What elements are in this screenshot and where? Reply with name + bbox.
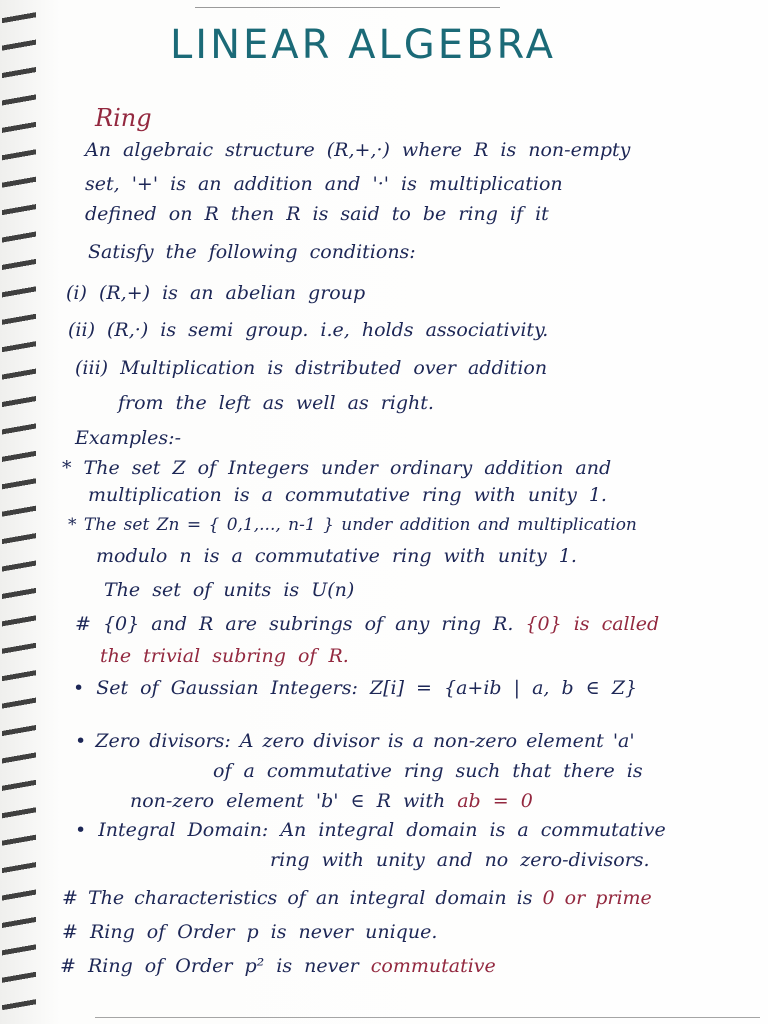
text-line — [88, 483, 607, 507]
line-text: * The set Zn = { 0,1,..., n-1 } under addition and multiplication — [68, 515, 637, 535]
spiral-binding — [2, 8, 36, 1012]
text-line — [85, 172, 563, 196]
text-line — [85, 138, 630, 162]
text-line — [213, 759, 643, 783]
text-line — [100, 644, 349, 668]
note-item — [60, 954, 496, 978]
line-text: Examples:- — [75, 427, 181, 449]
line-text: • Zero divisors: A zero divisor is a non-zero element 'a' — [75, 730, 635, 752]
text-line — [88, 240, 416, 264]
line-text: # Ring of Order p is never unique. — [62, 921, 438, 943]
line-text: The set of units is U(n) — [104, 579, 355, 601]
highlighted-text: ab = 0 — [457, 790, 533, 812]
line-text: of a commutative ring such that there is — [213, 760, 643, 782]
note-item — [62, 886, 652, 910]
line-text: • Set of Gaussian Integers: Z[i] = {a+ib | a, b ∈ Z} — [73, 677, 638, 699]
text-line — [96, 544, 577, 568]
line-text: non-zero element 'b' ∈ R with — [130, 790, 458, 812]
note-item — [62, 920, 437, 944]
note-item — [75, 612, 659, 636]
section-heading: Ring — [95, 104, 152, 132]
line-text: (ii) (R,·) is semi group. i.e, holds associativity. — [68, 319, 549, 341]
line-text: • Integral Domain: An integral domain is a commutative — [75, 819, 666, 841]
text-line — [104, 578, 354, 602]
line-text: An algebraic structure (R,+,·) where R is non-empty — [85, 139, 631, 161]
highlighted-text: the trivial subring of R. — [100, 645, 349, 667]
top-rule-line — [195, 7, 500, 8]
text-line — [85, 202, 549, 226]
condition-item — [68, 318, 548, 342]
text-line — [130, 789, 533, 813]
examples-heading — [75, 426, 181, 450]
line-text: defined on R then R is said to be ring if it — [85, 203, 549, 225]
line-text: from the left as well as right. — [118, 392, 434, 414]
bullet-item — [75, 729, 635, 753]
line-text: set, '+' is an addition and '·' is multiplication — [85, 173, 563, 195]
line-text: (i) (R,+) is an abelian group — [66, 282, 366, 304]
line-text: * The set Z of Integers under ordinary addition and — [62, 457, 612, 479]
text-line — [270, 848, 650, 872]
condition-item — [66, 281, 365, 305]
condition-item — [75, 356, 547, 380]
bullet-item — [73, 676, 637, 700]
line-text: modulo n is a commutative ring with unity 1. — [96, 545, 577, 567]
line-text: Satisfy the following conditions: — [88, 241, 416, 263]
line-text: ring with unity and no zero-divisors. — [270, 849, 650, 871]
bullet-item — [75, 818, 666, 842]
line-text: # Ring of Order p² is never — [60, 955, 371, 977]
example-item — [62, 456, 611, 480]
line-text: # {0} and R are subrings of any ring R. — [75, 613, 526, 635]
line-text: multiplication is a commutative ring with unity 1. — [88, 484, 607, 506]
highlighted-text: 0 or prime — [542, 887, 652, 909]
text-line — [118, 391, 434, 415]
page-title: LINEAR ALGEBRA — [170, 22, 557, 68]
highlighted-text: {0} is called — [525, 613, 660, 635]
bottom-rule-line — [95, 1017, 760, 1018]
line-text: (iii) Multiplication is distributed over addition — [75, 357, 548, 379]
example-item — [68, 513, 637, 537]
line-text: # The characteristics of an integral domain is — [62, 887, 543, 909]
highlighted-text: commutative — [370, 955, 496, 977]
